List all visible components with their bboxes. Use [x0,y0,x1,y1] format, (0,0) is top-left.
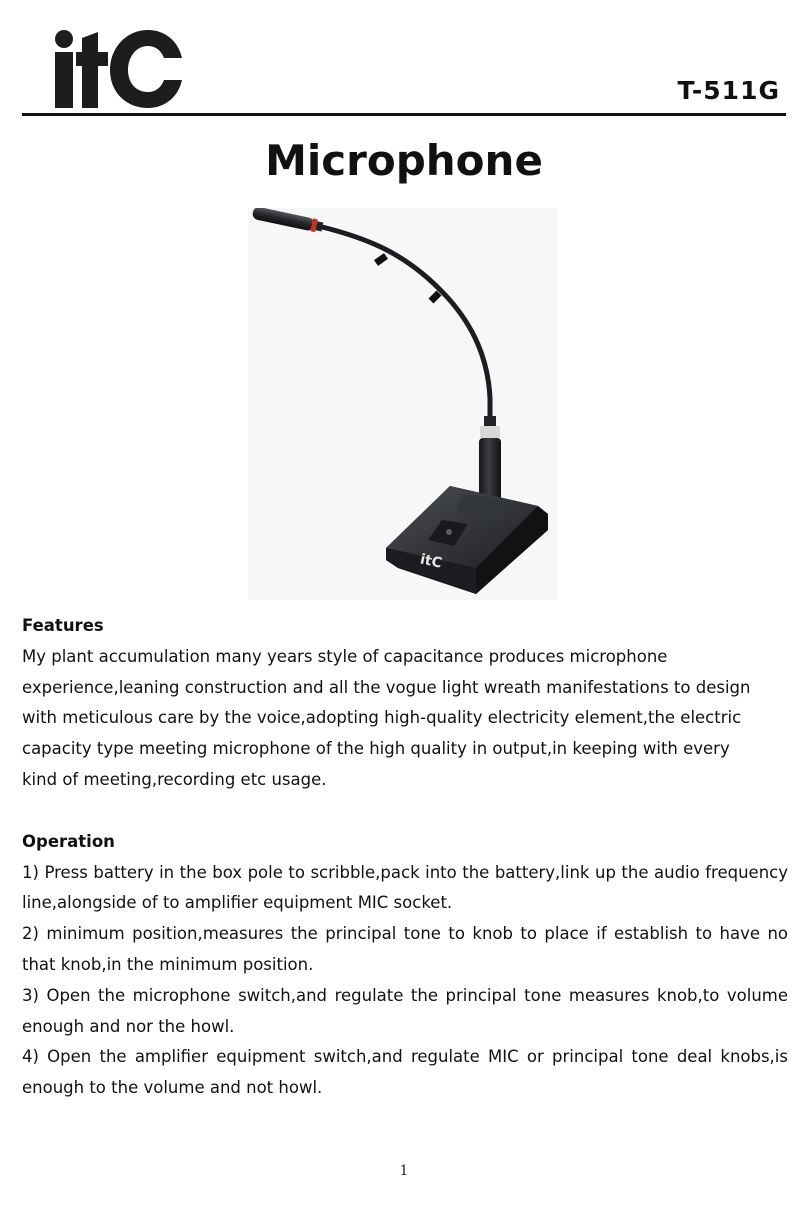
operation-step-1: 1) Press battery in the box pole to scribble,pack into the battery,link up the audio frequency line,alongside of to amplifier equipment MIC socket. [22,862,788,913]
itc-logo [52,28,186,110]
features-line: with meticulous care by the voice,adopting high-quality electricity element,the electric [22,708,742,728]
page-title: Microphone [265,136,543,185]
operation-step-4: 4) Open the amplifier equipment switch,and regulate MIC or principal tone deal knobs,is enough to the volume and not howl. [22,1047,788,1098]
operation-step-2: 2) minimum position,measures the principal tone to knob to place if establish to have no that knob,in the minimum position. [22,924,788,974]
features-line: My plant accumulation many years style of capacitance produces microphone [22,646,668,666]
silver-ring [480,426,500,438]
base-badge: itC [418,551,444,572]
section-spacer [22,796,788,827]
document-body [22,611,788,1104]
model-number: T-511G [677,76,780,105]
features-line: experience,leaning construction and all the vogue light wreath manifestations to design [22,677,751,697]
features-line: kind of meeting,recording etc usage. [22,769,327,789]
operation-heading: Operation [22,831,115,851]
page-number: 1 [399,1163,409,1179]
features-heading: Features [22,616,104,635]
features-line: capacity type meeting microphone of the high quality in output,in keeping with every [22,739,730,759]
header-divider [22,113,786,116]
operation-step-3: 3) Open the microphone switch,and regulate the principal tone measures knob,to volume enough and nor the howl. [22,985,788,1036]
microphone-product-image [248,208,558,600]
